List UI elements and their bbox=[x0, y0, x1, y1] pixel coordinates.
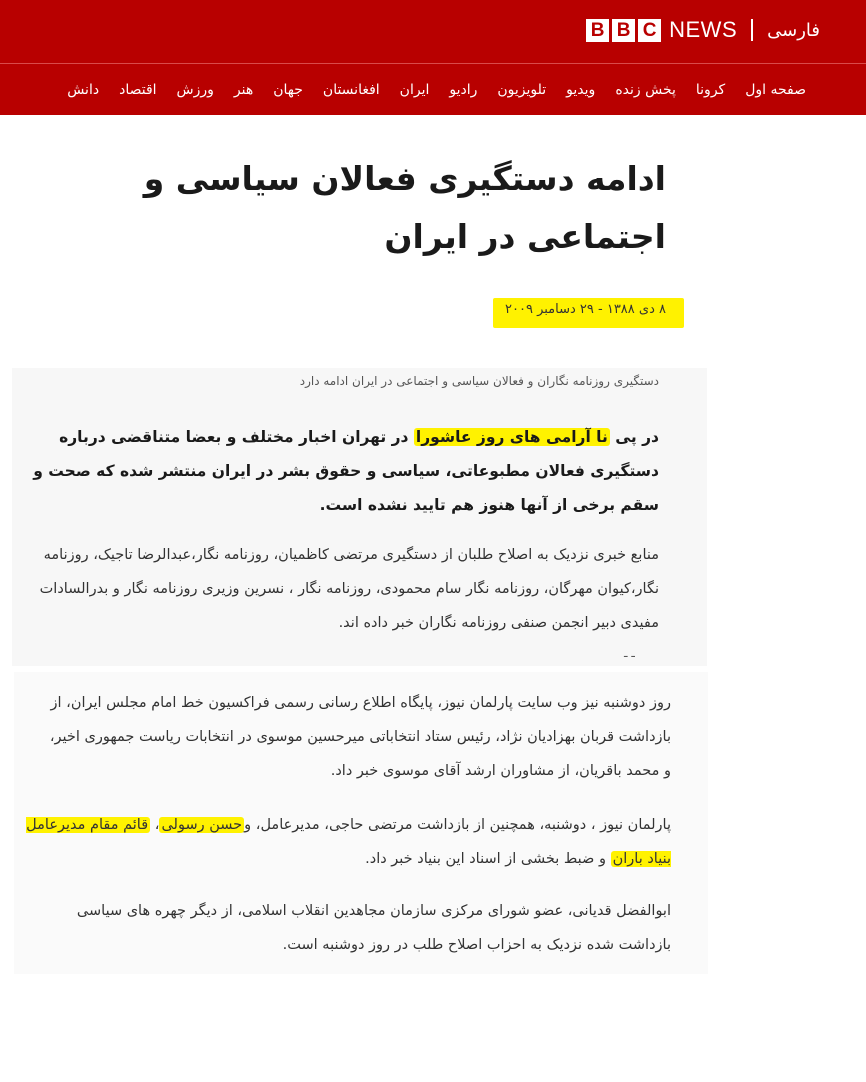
lead-text: در پی bbox=[609, 428, 659, 446]
nav-list bbox=[57, 64, 806, 115]
article-date: ۸ دی ۱۳۸۸ - ۲۹ دسامبر ۲۰۰۹ bbox=[505, 302, 666, 317]
bbc-logo-letter: C bbox=[638, 19, 661, 42]
nav-item-sport[interactable]: ورزش bbox=[176, 81, 214, 98]
nav-item-video[interactable]: ویدیو bbox=[566, 81, 596, 98]
nav-item-live[interactable]: پخش زنده bbox=[615, 81, 676, 98]
nav-item-afghanistan[interactable]: افغانستان bbox=[322, 81, 380, 98]
paragraph-text: ، bbox=[150, 817, 160, 833]
stray-text-fragment: ـ ـ bbox=[624, 646, 635, 660]
site-header bbox=[0, 0, 866, 63]
bbc-logo-letter: B bbox=[612, 19, 635, 42]
nav-item-iran[interactable]: ایران bbox=[399, 81, 430, 98]
bbc-logo bbox=[586, 19, 661, 42]
nav-item-art[interactable]: هنر bbox=[233, 81, 254, 98]
nav-item-corona[interactable]: کرونا bbox=[695, 81, 726, 98]
lead-text: در تهران اخبار مختلف و بعضا متناقضی درباره دستگیری فعالان مطبوعاتی، سیاسی و حقوق بشر در ایران منتشر شده که صحت و سقم برخی از آنها هنوز هم تایید نشده است. bbox=[33, 428, 659, 514]
article-paragraph: منابع خبری نزدیک به اصلاح طلبان از دستگیری مرتضی کاظمیان، روزنامه نگار،عبدالرضا تاجیک، روزنامه نگار،کیوان مهرگان، روزنامه نگار سام محمودی، روزنامه نگار ، نسرین وزیری روزنامه نگار و بدرالسادات مفیدی دبیر انجمن صنفی روزنامه نگاران خبر داده اند. bbox=[39, 547, 659, 631]
highlighted-title: قائم مقام مدیرعامل بنیاد باران bbox=[26, 817, 671, 867]
paragraph-text: پارلمان نیوز ، دوشنبه، همچنین از بازداشت مرتضی حاجی، مدیرعامل، و bbox=[244, 817, 671, 833]
article-paragraph: ابوالفضل قدیانی، عضو شورای مرکزی سازمان مجاهدین انقلاب اسلامی، از دیگر چهره های سیاسی بازداشت شده نزدیک به احزاب اصلاح طلب در روز دوشنبه است. bbox=[76, 903, 671, 953]
bbc-news-farsi-logo[interactable] bbox=[586, 16, 820, 44]
image-caption: دستگیری روزنامه نگاران و فعالان سیاسی و اجتماعی در ایران ادامه دارد bbox=[299, 374, 659, 388]
logo-divider bbox=[751, 19, 753, 41]
bbc-logo-letter: B bbox=[586, 19, 609, 42]
article-paragraph: روز دوشنبه نیز وب سایت پارلمان نیوز، پایگاه اطلاع رسانی رسمی فراکسیون خط امام مجلس ایران، از بازداشت قربان بهزادیان نژاد، رئیس ستاد انتخاباتی میرحسین موسوی در انتخابات ریاست جمهوری اخیر، و محمد باقریان، از مشاوران ارشد آقای موسوی خبر داد. bbox=[49, 695, 671, 779]
nav-item-tv[interactable]: تلویزیون bbox=[497, 81, 547, 98]
article-lead bbox=[19, 420, 659, 522]
nav-item-science[interactable]: دانش bbox=[67, 81, 100, 98]
article-headline: ادامه دستگیری فعالان سیاسی و اجتماعی در ایران bbox=[143, 159, 666, 256]
nav-item-home[interactable]: صفحه اول bbox=[745, 81, 806, 98]
nav-item-economy[interactable]: اقتصاد bbox=[119, 81, 157, 98]
service-name: فارسی bbox=[767, 19, 820, 41]
paragraph-text: و ضبط بخشی از اسناد این بنیاد خبر داد. bbox=[365, 851, 611, 867]
main-navigation bbox=[0, 63, 866, 115]
article-paragraph bbox=[21, 808, 671, 876]
highlighted-name: حسن رسولی bbox=[161, 817, 243, 833]
highlighted-phrase[interactable]: نا آرامی های روز عاشورا bbox=[415, 428, 608, 446]
nav-item-world[interactable]: جهان bbox=[273, 81, 303, 98]
nav-item-radio[interactable]: رادیو bbox=[449, 81, 478, 98]
news-wordmark: NEWS bbox=[669, 17, 738, 42]
